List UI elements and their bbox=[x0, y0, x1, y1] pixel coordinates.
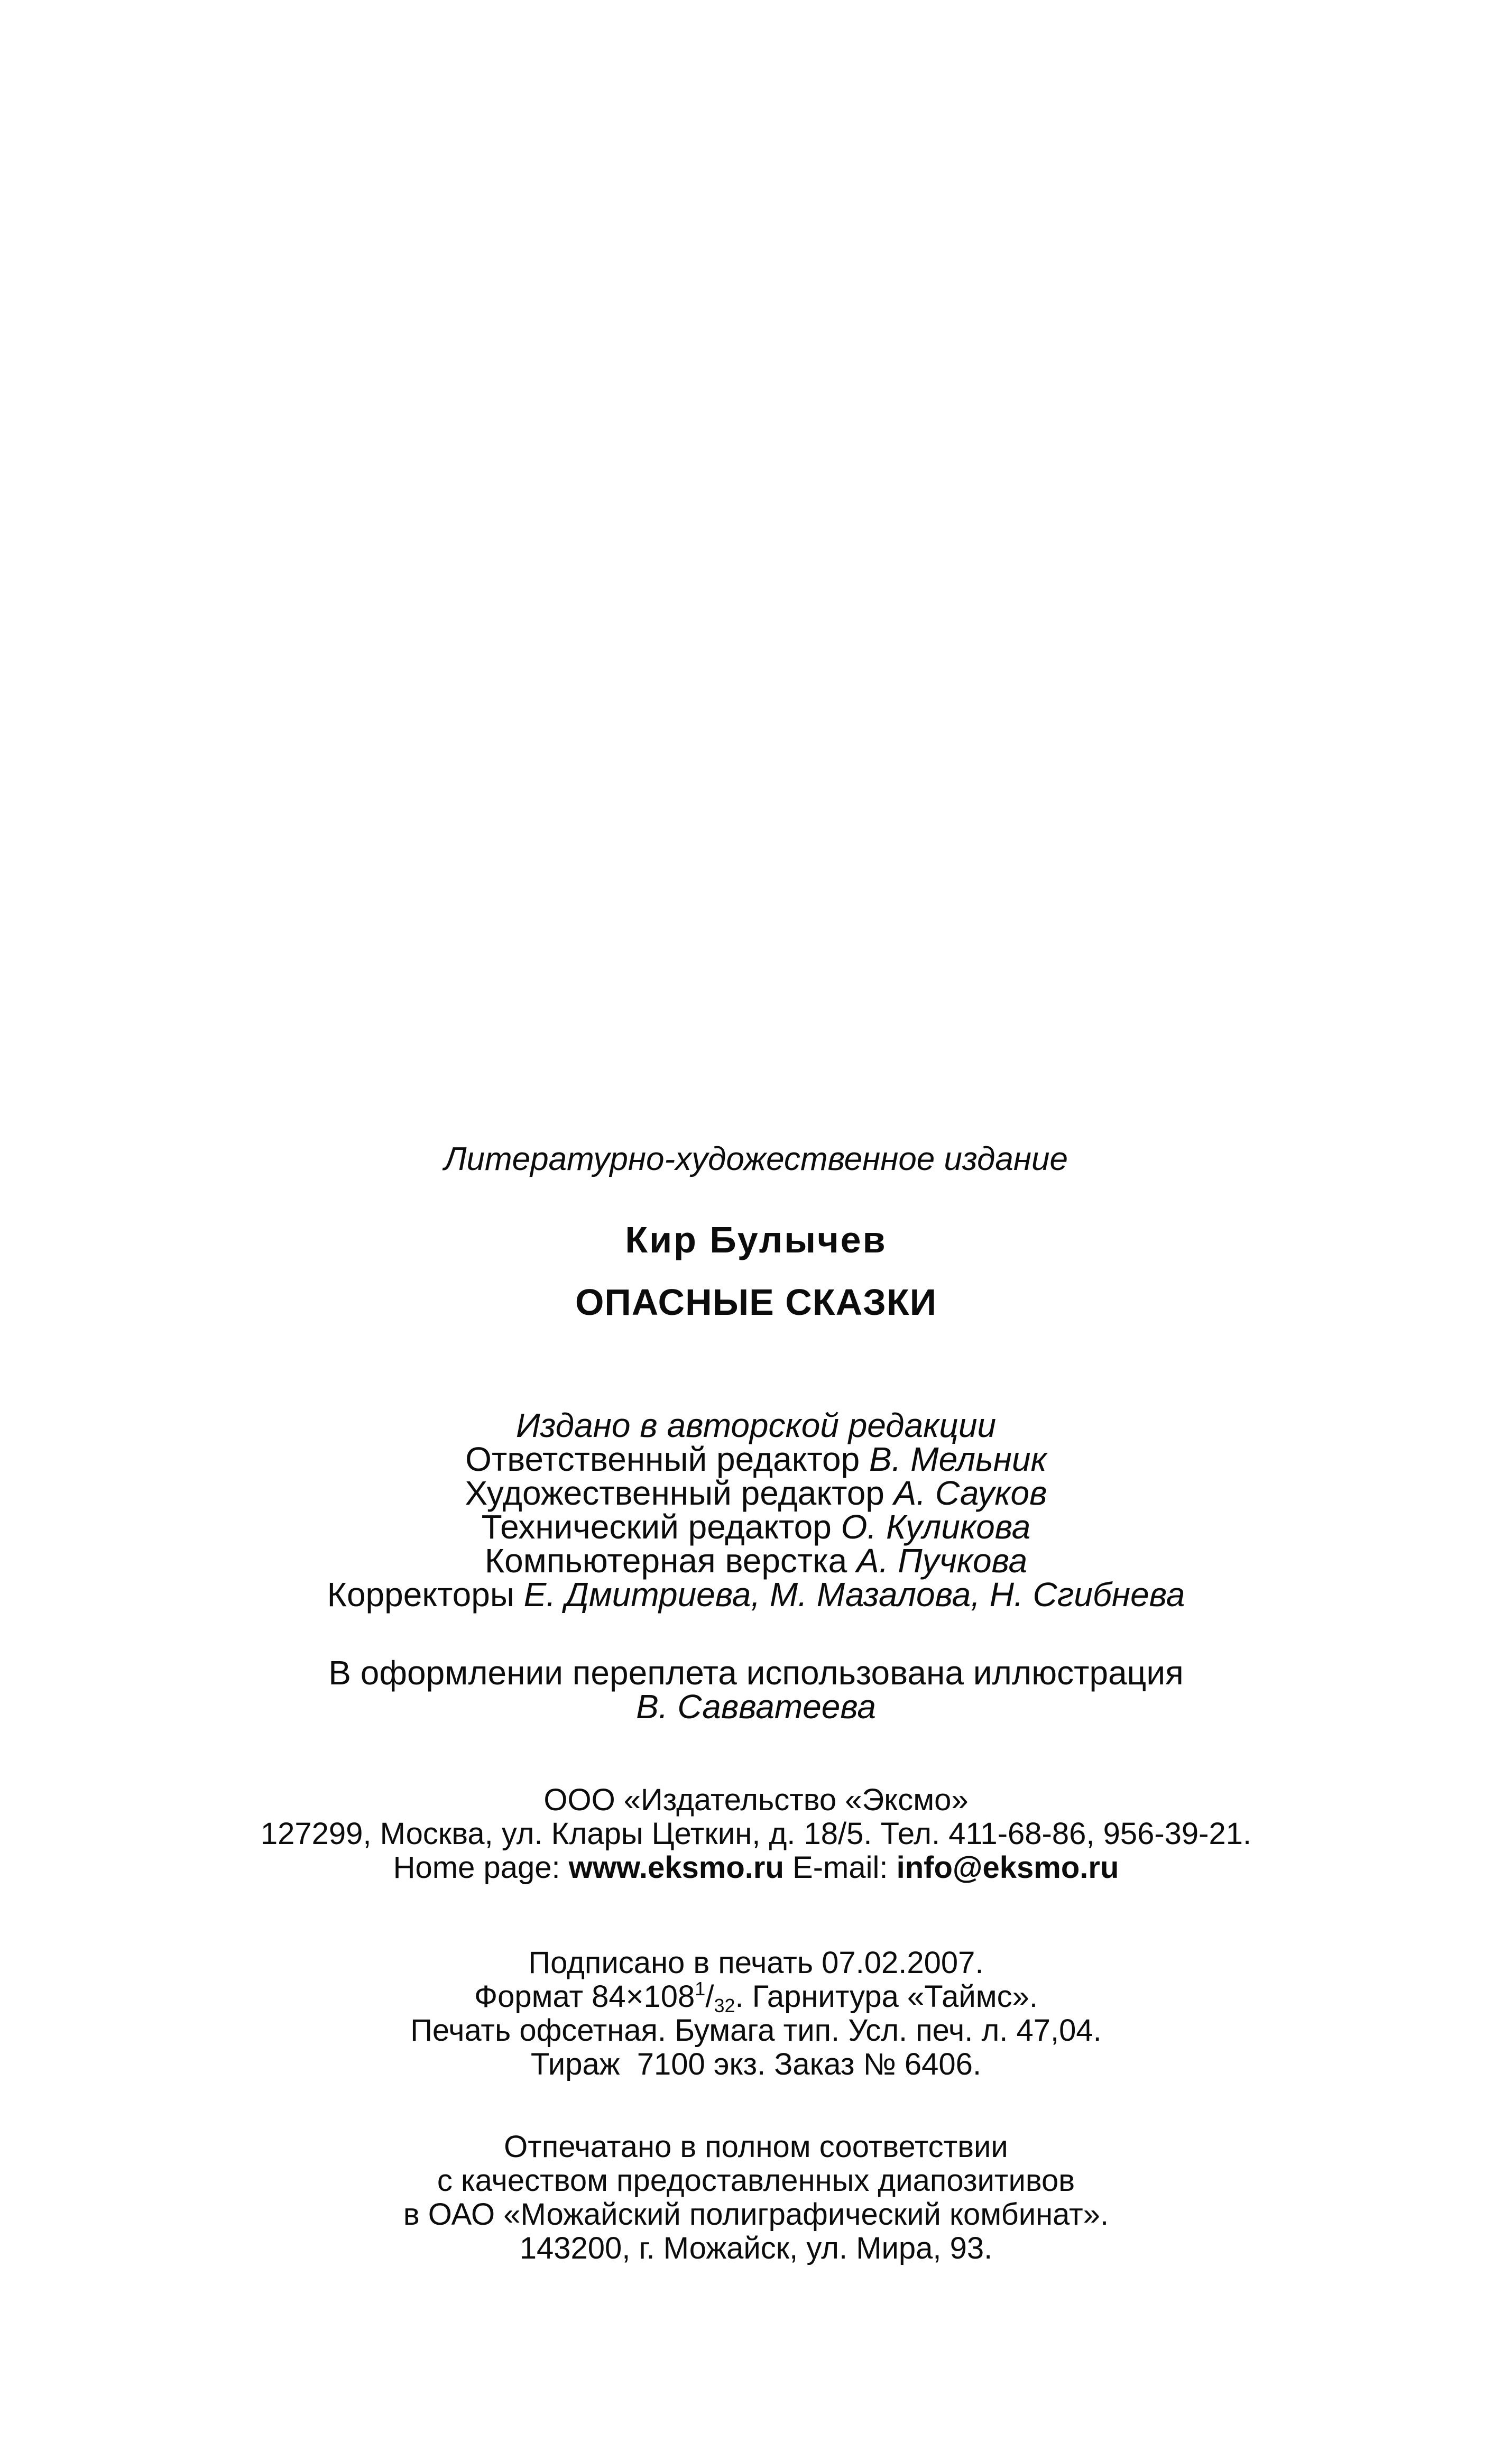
home-page-link[interactable]: www.eksmo.ru bbox=[568, 1850, 784, 1885]
credit-role: Компьютерная верстка bbox=[484, 1542, 847, 1580]
printer-line-2: с качеством предоставленных диапозитивов bbox=[437, 2163, 1075, 2198]
genre-label: Литературно-художественное издание bbox=[444, 1141, 1068, 1177]
credit-name: А. Сауков bbox=[893, 1474, 1047, 1512]
book-author: Кир Булычев bbox=[625, 1219, 887, 1260]
publisher-contacts bbox=[0, 1850, 1512, 1885]
credit-role: Технический редактор bbox=[481, 1508, 832, 1546]
print-run-line: Тираж 7100 экз. Заказ № 6406. bbox=[530, 2047, 982, 2081]
cover-illustration-note: В оформлении переплета использована иллюстрация bbox=[328, 1654, 1184, 1692]
credit-role: Корректоры bbox=[327, 1575, 514, 1614]
format-line bbox=[0, 1978, 1512, 2016]
book-title: ОПАСНЫЕ СКАЗКИ bbox=[575, 1282, 937, 1323]
credit-name: А. Пучкова bbox=[856, 1542, 1028, 1580]
email-link[interactable]: info@eksmo.ru bbox=[896, 1850, 1119, 1885]
publisher-name: ООО «Издательство «Эксмо» bbox=[543, 1783, 969, 1817]
printer-address: 143200, г. Можайск, ул. Мира, 93. bbox=[519, 2231, 993, 2265]
credit-role: Художественный редактор bbox=[465, 1474, 884, 1512]
edition-note: Издано в авторской редакции bbox=[515, 1406, 997, 1444]
credit-name: О. Куликова bbox=[841, 1508, 1031, 1546]
credit-role: Ответственный редактор bbox=[465, 1440, 860, 1478]
credit-art-editor bbox=[0, 1476, 1512, 1510]
publisher-address: 127299, Москва, ул. Клары Цеткин, д. 18/5. Тел. 411-68-86, 956-39-21. bbox=[260, 1817, 1252, 1851]
credit-proofreaders bbox=[0, 1575, 1512, 1614]
cover-artist: В. Савватеева bbox=[636, 1688, 876, 1726]
email-label: E-mail: bbox=[792, 1850, 888, 1885]
credit-layout bbox=[0, 1544, 1512, 1578]
format-numerator: 1 bbox=[695, 1978, 706, 2000]
credit-responsible-editor bbox=[0, 1442, 1512, 1476]
format-suffix: . Гарнитура «Таймс». bbox=[735, 1979, 1038, 2014]
paper-line: Печать офсетная. Бумага тип. Усл. печ. л. 47,04. bbox=[410, 2013, 1102, 2048]
signed-to-print: Подписано в печать 07.02.2007. bbox=[528, 1946, 984, 1980]
credit-name: Е. Дмитриева, М. Мазалова, Н. Сгибнева bbox=[523, 1575, 1185, 1614]
credit-tech-editor bbox=[0, 1510, 1512, 1544]
credit-name: В. Мельник bbox=[869, 1440, 1047, 1478]
format-slash: / bbox=[705, 1979, 714, 2014]
home-page-label: Home page: bbox=[393, 1850, 560, 1885]
format-prefix: Формат 84×108 bbox=[474, 1979, 695, 2014]
printer-line-1: Отпечатано в полном соответствии bbox=[504, 2130, 1008, 2164]
format-denominator: 32 bbox=[714, 1995, 735, 2016]
printer-line-3: в ОАО «Можайский полиграфический комбинат». bbox=[403, 2197, 1109, 2232]
